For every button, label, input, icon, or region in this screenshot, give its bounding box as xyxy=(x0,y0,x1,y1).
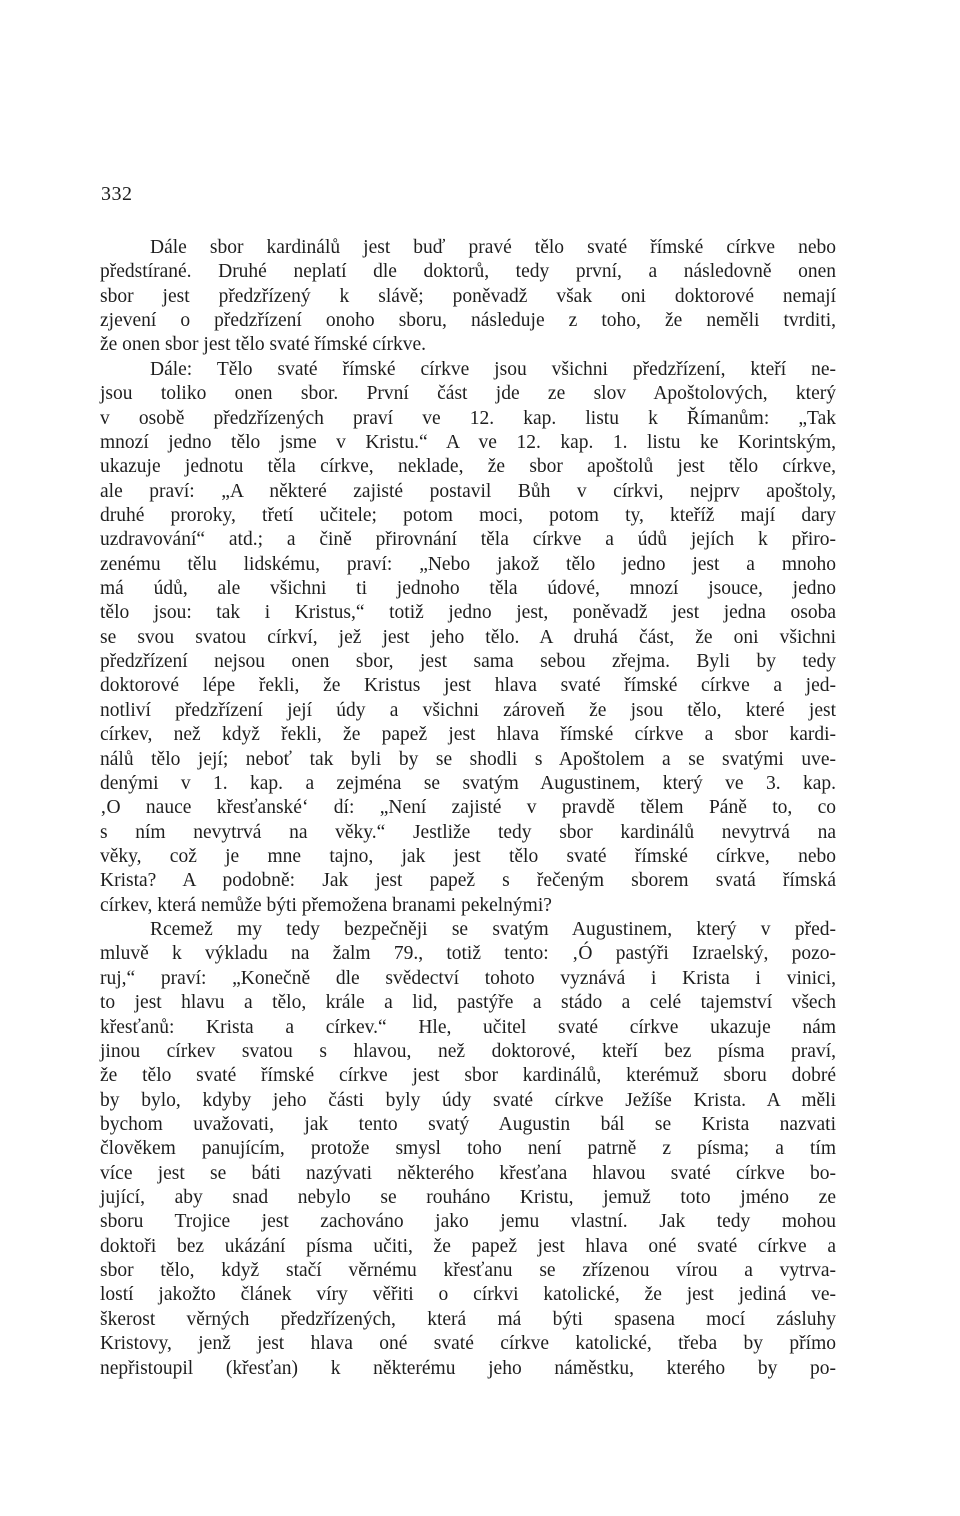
text-line: to jest hlavu a tělo, krále a lid, pastýře a stádo a celé tajemství všech xyxy=(100,992,836,1014)
text-line: více jest se báti nazývati některého křesťana hlavou svaté církve bo- xyxy=(100,1162,836,1184)
text-line: že tělo svaté římské církve jest sbor kardinálů, kterémuž sboru dobré xyxy=(100,1065,836,1087)
text-line: jsou toliko onen sbor. První část jde ze slov Apoštolových, který xyxy=(100,383,836,405)
text-line: ‚O nauce křesťanské‘ dí: „Není zajisté v pravdě tělem Páně to, co xyxy=(100,797,836,819)
text-line: předstírané. Druhé neplatí dle doktorů, tedy první, a následovně onen xyxy=(100,261,836,283)
text-line: církev, která nemůže býti přemožena branami pekelnými? xyxy=(100,894,552,916)
text-line: sbor jest předzřízený k slávě; poněvadž však oni doktorové nemají xyxy=(100,285,836,307)
text-line: lostí jakožto článek víry věřiti o církvi katolické, že jest jediná ve- xyxy=(100,1284,836,1306)
text-line: církev, než když řekli, že papež jest hlava římské církve a sbor kardi- xyxy=(100,724,836,746)
text-line: sbor tělo, když stačí věrnému křesťanu se zřízenou vírou a vytrva- xyxy=(100,1260,836,1282)
text-line: Dále sbor kardinálů jest buď pravé tělo svaté římské církve nebo xyxy=(150,237,836,258)
text-line: druhé proroky, třetí učitele; potom moci, potom ty, kteříž mají dary xyxy=(100,504,836,526)
text-line: uzdravování“ atd.; a čině přirovnání těla církve a údů jejích k přiro- xyxy=(100,529,836,551)
text-line: v osobě předzřízených praví ve 12. kap. listu k Římanům: „Tak xyxy=(100,407,836,429)
text-line: jující, aby snad nebylo se rouháno Kristu, jemuž toto jméno ze xyxy=(100,1187,836,1209)
text-line: nepřistoupil (křesťan) k některému jeho náměstku, kterého by po- xyxy=(100,1357,836,1379)
text-line: s ním nevytrvá na věky.“ Jestliže tedy sbor kardinálů nevytrvá na xyxy=(100,821,836,843)
text-line: ukazuje jednotu těla církve, neklade, že sbor apoštolů jest tělo církve, xyxy=(100,456,836,478)
text-line: zenému tělu lidskému, praví: „Nebo jakož tělo jedno jest a mnoho xyxy=(100,553,836,575)
text-line: bychom uvažovati, jak tento svatý Augustin bál se Krista nazvati xyxy=(100,1113,836,1135)
text-line: jinou církev svatou s hlavou, než doktorové, kteří bez písma praví, xyxy=(100,1040,836,1062)
text-line: mluvě k výkladu na žalm 79., totiž tento: ‚Ó pastýři Izraelský, pozo- xyxy=(100,943,836,965)
text-line: nálů tělo její; neboť tak byli by se shodli s Apoštolem a se svatými uve- xyxy=(100,748,836,770)
text-line: Rcemež my tedy bezpečněji se svatým Augustinem, který v před- xyxy=(150,919,836,941)
text-line: že onen sbor jest tělo svaté římské církve. xyxy=(100,334,426,356)
text-line: Kristovy, jenž jest hlava oné svaté církve katolické, třeba by přímo xyxy=(100,1333,836,1355)
text-line: doktorové lépe řekli, že Kristus jest hlava svaté římské církve a jed- xyxy=(100,675,836,697)
text-line: věky, což je mne tajno, jak jest tělo svaté římské církve, nebo xyxy=(100,845,836,867)
text-line: by bylo, kdyby jeho části byly údy svaté církve Ježíše Krista. A měli xyxy=(100,1089,836,1111)
text-line: Krista? A podobně: Jak jest papež s řečeným sborem svatá římská xyxy=(100,870,836,892)
body-text xyxy=(100,236,836,1381)
text-line: denými v 1. kap. a zejména se svatým Augustinem, který ve 3. kap. xyxy=(100,772,836,794)
text-line: se svou svatou církví, jež jest jeho tělo. A druhá část, že oni všichni xyxy=(100,626,836,648)
text-line: doktoři bez ukázání písma učiti, že papež jest hlava oné svaté církve a xyxy=(100,1235,836,1257)
text-line: zjevení o předzřízení onoho sboru, následuje z toho, že neměli tvrditi, xyxy=(100,310,836,332)
text-line: notliví předzřízení její údy a všichni zároveň že jsou tělo, které jest xyxy=(100,699,836,721)
text-line: Dále: Tělo svaté římské církve jsou všichni předzřízení, kteří ne- xyxy=(150,358,836,380)
text-line: sboru Trojice jest zachováno jako jemu vlastní. Jak tedy mohou xyxy=(100,1211,836,1233)
text-line: škerost věrných předzřízených, která má býti spasena mocí zásluhy xyxy=(100,1308,836,1330)
text-line: člověkem panujícím, protože smysl toho není patrně z písma; a tím xyxy=(100,1138,836,1160)
text-line: ruj,“ praví: „Konečně dle svědectví tohoto vyznává i Krista i vinici, xyxy=(100,967,836,989)
text-line: křesťanů: Krista a církev.“ Hle, učitel svaté církve ukazuje nám xyxy=(100,1016,836,1038)
text-line: tělo jsou: tak i Kristus,“ totiž jedno jest, poněvadž jest jedna osoba xyxy=(100,602,836,624)
page-number: 332 xyxy=(101,183,133,205)
text-line: má údů, ale všichni ti jednoho těla údové, mnozí jsouce, jedno xyxy=(100,578,836,600)
text-line: mnozí jedno tělo jsme v Kristu.“ A ve 12. kap. 1. listu ke Korintským, xyxy=(100,431,836,453)
text-line: ale praví: „A některé zajisté postavil Bůh v církvi, nejprv apoštoly, xyxy=(100,480,836,502)
text-line: předzřízení nejsou onen sbor, jest sama sebou zřejma. Byli by tedy xyxy=(100,651,836,673)
